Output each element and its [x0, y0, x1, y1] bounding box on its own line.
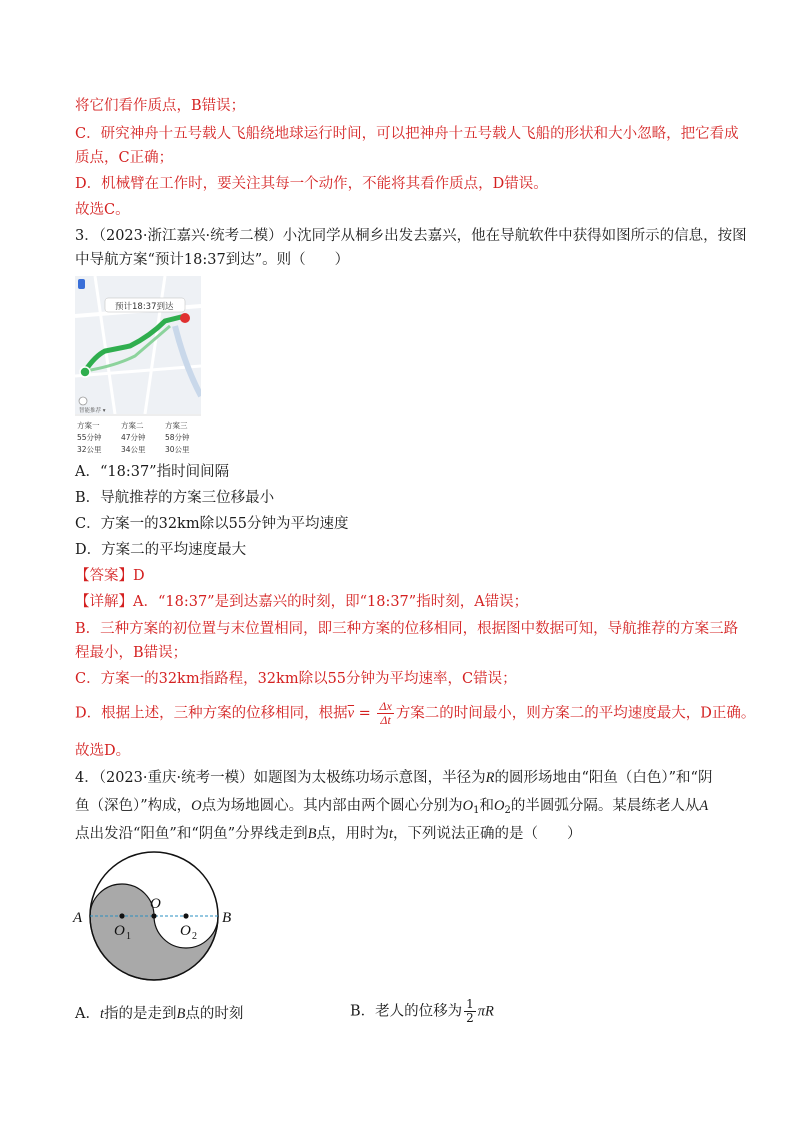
- taiji-diagram: [70, 850, 250, 1000]
- locate-icon: [79, 397, 87, 405]
- option-c: C．方案一的32km除以55分钟为平均速度: [75, 516, 349, 532]
- point-o-dot: [151, 913, 156, 918]
- label-b: B: [222, 910, 232, 926]
- answer-line: D．机械臂在工作时，要关注其每一个动作，不能将其看作质点，D错误。: [75, 176, 548, 192]
- user-location-icon: [78, 279, 85, 289]
- q4-option-b: B．老人的位移为 $\frac{1}{2}$ πR: [350, 997, 494, 1025]
- half-fraction: $\frac{1}{2}$: [466, 997, 474, 1025]
- nav-mode-label: 智能推荐 ▾: [79, 408, 106, 414]
- option-a: A．“18:37”指时间间隔: [75, 464, 230, 480]
- plan-1-distance: 32公里: [77, 445, 102, 454]
- question-3-stem: 中导航方案“预计18:37到达”。则（ ）: [75, 252, 350, 268]
- answer-label: 【答案】D: [75, 568, 145, 584]
- explanation-line: 【详解】A．“18:37”是到达嘉兴的时刻，即“18:37”指时刻，A错误；: [75, 594, 529, 610]
- velocity-formula: $\frac{\Delta x}{\Delta t}$: [379, 699, 392, 727]
- answer-line: 质点，C正确；: [75, 150, 174, 166]
- question-4-stem: 鱼（深色）”构成，O点为场地圆心。其内部由两个圆心分别为$O_1$和$O_2$的半圆弧分隔。某晨练老人从A: [75, 798, 709, 816]
- navigation-map-figure: [75, 276, 201, 462]
- explanation-line-formula: D．根据上述，三种方案的位移相同，根据$\overline{v}$ = $\frac{\Delta x}{\Delta t}$ 方案二的时间最小，则方案二的平均速度最大，D正确。: [75, 699, 756, 727]
- plan-1-name: 方案一: [77, 421, 100, 430]
- plan-2-distance: 34公里: [121, 445, 146, 454]
- velocity-symbol: $\overline{v}$: [347, 705, 355, 722]
- label-a: A: [73, 910, 83, 926]
- question-3-stem: 3．（2023·浙江嘉兴·统考二模）小沈同学从桐乡出发去嘉兴，他在导航软件中获得如图所示的信息，按图: [75, 228, 747, 244]
- label-o: O: [150, 896, 161, 912]
- explanation-line: 程最小，B错误；: [75, 645, 188, 661]
- label-o1-sub: 1: [126, 931, 131, 942]
- question-4-stem: 点出发沿“阳鱼”和“阴鱼”分界线走到B点，用时为t，下列说法正确的是（ ）: [75, 826, 582, 842]
- eta-banner-text: 预计18:37到达: [115, 302, 174, 312]
- plan-1-time: 55分钟: [77, 433, 102, 442]
- point-o2-dot: [183, 913, 188, 918]
- explanation-line: C．方案一的32km指路程，32km除以55分钟为平均速率，C错误；: [75, 671, 517, 687]
- q4-option-a: A．t指的是走到B点的时刻: [75, 1006, 244, 1022]
- plan-3-time: 58分钟: [165, 433, 190, 442]
- explanation-line: 故选D。: [75, 743, 131, 759]
- explanation-line: B．三种方案的初位置与末位置相同，即三种方案的位移相同，根据图中数据可知，导航推荐的方案三路: [75, 621, 739, 637]
- label-o2-sub: 2: [192, 931, 197, 942]
- answer-line: 故选C。: [75, 202, 130, 218]
- plan-2-time: 47分钟: [121, 433, 146, 442]
- plan-3-name: 方案三: [165, 421, 188, 430]
- origin-pin-icon: [80, 367, 90, 377]
- answer-line: C．研究神舟十五号载人飞船绕地球运行时间，可以把神舟十五号载人飞船的形状和大小忽略，把它看成: [75, 126, 739, 142]
- point-o1-dot: [119, 913, 124, 918]
- label-o1: O: [114, 923, 125, 939]
- option-d: D．方案二的平均速度最大: [75, 542, 247, 558]
- destination-pin-icon: [180, 313, 190, 323]
- plan-2-name: 方案二: [121, 421, 144, 430]
- label-o2: O: [180, 923, 191, 939]
- option-b: B．导航推荐的方案三位移最小: [75, 490, 275, 506]
- plan-3-distance: 30公里: [165, 445, 190, 454]
- question-4-stem: 4．（2023·重庆·统考一模）如题图为太极练功场示意图，半径为R的圆形场地由“阳鱼（白色）”和“阴: [75, 770, 713, 786]
- answer-line: 将它们看作质点，B错误；: [75, 98, 246, 114]
